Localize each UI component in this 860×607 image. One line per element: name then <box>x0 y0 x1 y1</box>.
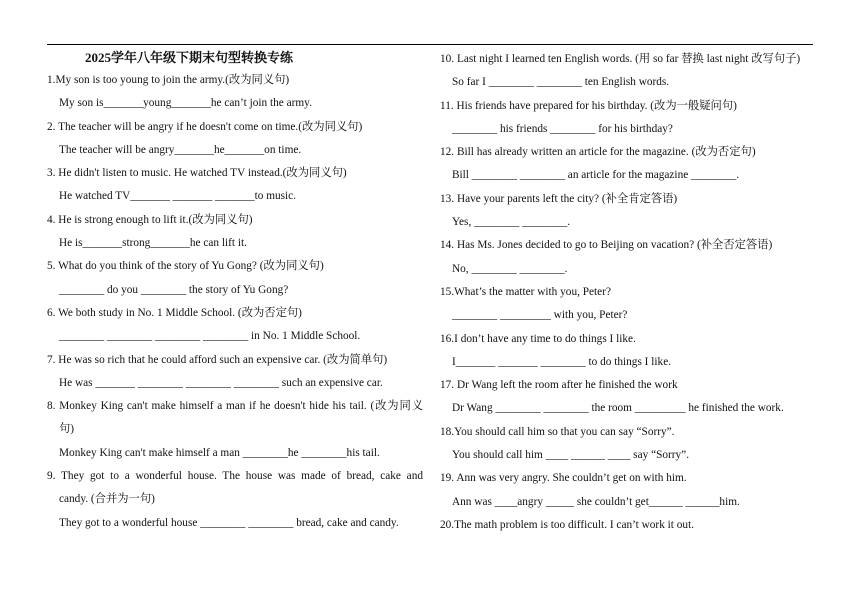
answer-line: Yes, ________ ________. <box>452 216 571 229</box>
question-line: 10. Last night I learned ten English words. (用 so far 替换 last night 改写句子) <box>440 53 801 65</box>
answer-line: They got to a wonderful house ________ ________ bread, cake and candy. <box>59 516 399 529</box>
question-line: 11. His friends have prepared for his birthday. (改为一般疑问句) <box>440 99 737 112</box>
left-column <box>47 48 423 535</box>
answer-line: He was _______ ________ ________ ________ such an expensive car. <box>59 376 383 389</box>
header-rule <box>47 44 813 45</box>
answer-line: So far I ________ ________ ten English words. <box>452 76 670 89</box>
question-line: 20.The math problem is too difficult. I can’t work it out. <box>440 518 695 531</box>
answer-line: The teacher will be angry_______he_______on time. <box>59 143 302 156</box>
question-line: 19. Ann was very angry. She couldn’t get on with him. <box>440 472 687 485</box>
question-line: 9. They got to a wonderful house. The house was made of bread, cake and <box>47 470 423 483</box>
answer-line: Dr Wang ________ ________ the room _________ he finished the work. <box>452 402 784 415</box>
worksheet-title: 2025学年八年级下期末句型转换专练 <box>85 50 294 65</box>
answer-line: He watched TV_______ _______ _______to music. <box>59 190 296 203</box>
answer-line: ________ ________ ________ ________ in No. 1 Middle School. <box>59 330 361 343</box>
answer-line: No, ________ ________. <box>452 262 568 275</box>
right-question-list <box>440 48 815 537</box>
question-line: 12. Bill has already written an article for the magazine. (改为否定句) <box>440 146 756 159</box>
answer-line: Ann was ____angry _____ she couldn’t get______ ______him. <box>452 495 740 508</box>
question-line: 6. We both study in No. 1 Middle School. (改为否定句) <box>47 306 302 319</box>
answer-line: Bill ________ ________ an article for the magazine ________. <box>452 169 740 182</box>
question-line: 5. What do you think of the story of Yu Gong? (改为同义句) <box>47 260 324 273</box>
answer-line: Monkey King can't make himself a man ________he ________his tail. <box>59 446 380 459</box>
right-column <box>440 48 815 537</box>
question-line: 8. Monkey King can't make himself a man if he doesn't hide his tail. (改为同义 <box>47 400 423 413</box>
answer-line: He is_______strong_______he can lift it. <box>59 237 247 250</box>
question-line-continued: candy. (合并为一句) <box>59 493 155 506</box>
question-line-continued: 句) <box>59 423 75 436</box>
question-line: 14. Has Ms. Jones decided to go to Beijing on vacation? (补全否定答语) <box>440 239 773 252</box>
question-line: 18.You should call him so that you can say “Sorry”. <box>440 425 675 438</box>
answer-line: ________ _________ with you, Peter? <box>452 309 628 322</box>
question-line: 2. The teacher will be angry if he doesn't come on time.(改为同义句) <box>47 120 363 133</box>
answer-line: I_______ _______ ________ to do things I like. <box>452 355 672 368</box>
question-line: 16.I don’t have any time to do things I like. <box>440 332 636 345</box>
question-line: 1.My son is too young to join the army.(改为同义句) <box>47 74 290 86</box>
answer-line: You should call him ____ ______ ____ say “Sorry”. <box>452 449 690 462</box>
left-question-list <box>47 69 423 535</box>
question-line: 4. He is strong enough to lift it.(改为同义句) <box>47 213 253 226</box>
question-line: 13. Have your parents left the city? (补全肯定答语) <box>440 192 678 205</box>
question-line: 7. He was so rich that he could afford such an expensive car. (改为简单句) <box>47 353 388 366</box>
question-line: 17. Dr Wang left the room after he finished the work <box>440 379 678 392</box>
answer-line: My son is_______young_______he can’t join the army. <box>59 97 312 110</box>
question-line: 3. He didn't listen to music. He watched TV instead.(改为同义句) <box>47 167 347 180</box>
answer-line: ________ do you ________ the story of Yu Gong? <box>59 283 289 296</box>
answer-line: ________ his friends ________ for his birthday? <box>452 122 673 135</box>
question-line: 15.What’s the matter with you, Peter? <box>440 285 611 298</box>
